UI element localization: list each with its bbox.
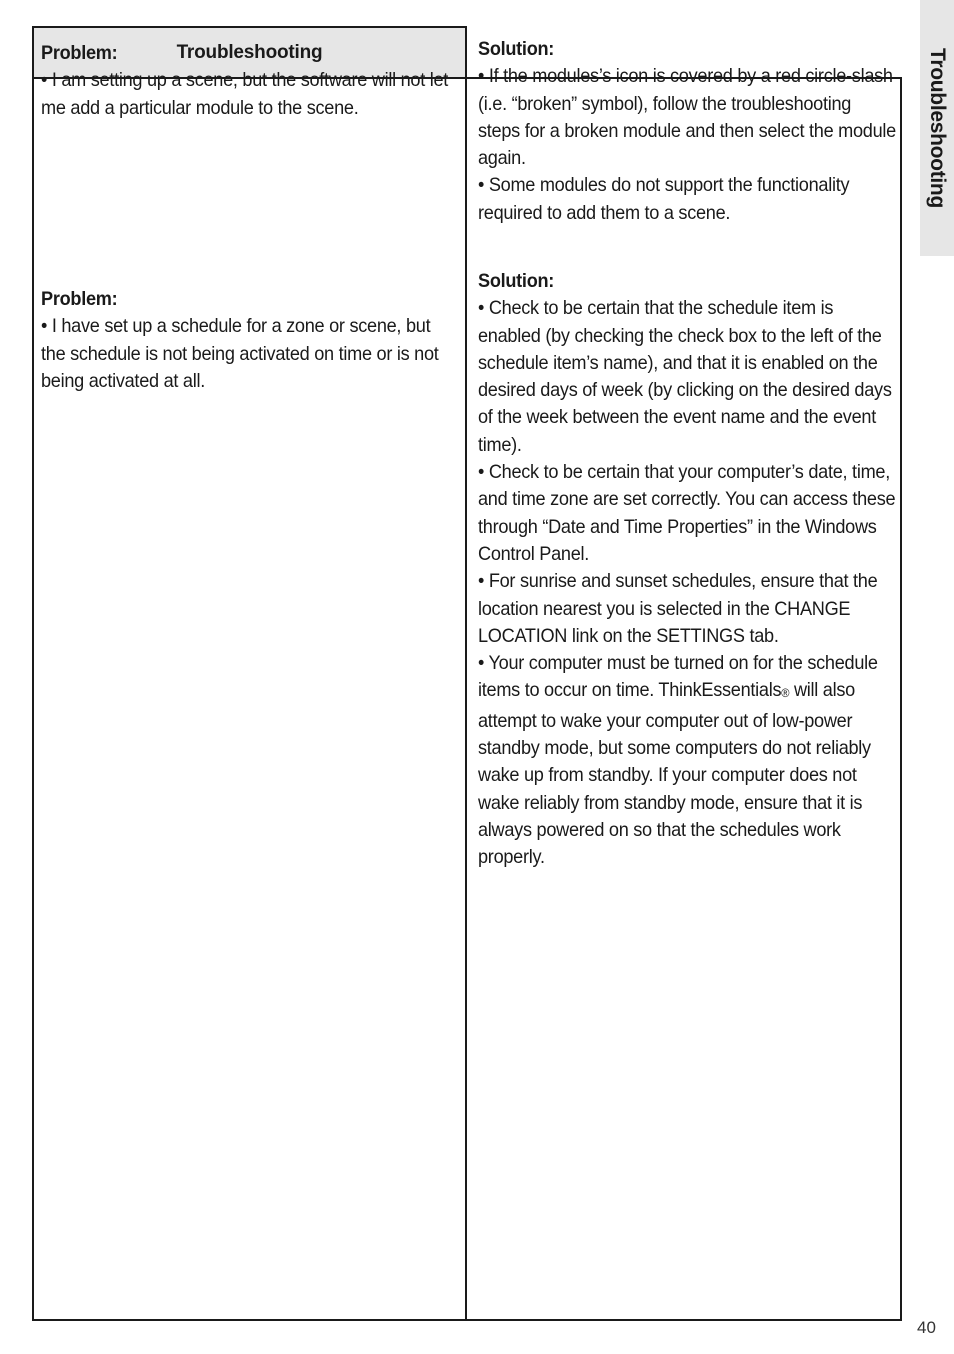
solution-cell-2 bbox=[478, 268, 897, 872]
side-tab-label: Troubleshooting bbox=[926, 48, 949, 208]
solution-item: • Some modules do not support the functionality required to add them to a scene. bbox=[478, 174, 850, 224]
solution-rest: will also attempt to wake your computer out of low-power standby mode, but some computers do not reliably wake up from standby. If your computer does not wake reliably from standby mode, ensure that it is always powered on so that the schedules work properly. bbox=[478, 679, 871, 869]
solution-label: Solution: bbox=[478, 270, 555, 292]
problem-label: Problem: bbox=[41, 288, 118, 310]
troubleshooting-table bbox=[32, 26, 902, 1321]
problem-cell-2 bbox=[41, 286, 450, 395]
solution-item bbox=[478, 650, 897, 871]
section-side-tab bbox=[920, 0, 954, 256]
problem-text: • I have set up a schedule for a zone or scene, but the schedule is not being activated on time or is not being activated at all. bbox=[41, 315, 439, 392]
problem-cell-1 bbox=[41, 40, 450, 122]
problem-label: Problem: bbox=[41, 42, 118, 64]
page-number: 40 bbox=[917, 1318, 936, 1337]
solution-item: • For sunrise and sunset schedules, ensure that the location nearest you is selected in the CHANGE LOCATION link on the SETTINGS tab. bbox=[478, 570, 878, 647]
registered-mark: ® bbox=[781, 686, 790, 701]
solution-label: Solution: bbox=[478, 38, 555, 60]
table-header: Troubleshooting bbox=[32, 26, 467, 78]
solution-cell-1 bbox=[478, 36, 897, 227]
solution-item: • Check to be certain that the schedule item is enabled (by checking the check box to the left of the schedule item’s name), and that it is enabled on the desired days of week (by clicking on the desired days of the week between the event name and the event time). bbox=[478, 297, 892, 456]
solution-item: • If the modules’s icon is covered by a red circle-slash (i.e. “broken” symbol), follow the troubleshooting steps for a broken module and then select the module again. bbox=[478, 65, 896, 170]
column-divider bbox=[465, 26, 467, 1321]
solution-lead: • Your computer must be turned on for the schedule items to occur on time. ThinkEssentials bbox=[478, 652, 878, 702]
solution-item: • Check to be certain that your computer’s date, time, and time zone are set correctly. You can access these through “Date and Time Properties” in the Windows Control Panel. bbox=[478, 461, 896, 565]
problem-text: • I am setting up a scene, but the software will not let me add a particular module to the scene. bbox=[41, 69, 449, 119]
